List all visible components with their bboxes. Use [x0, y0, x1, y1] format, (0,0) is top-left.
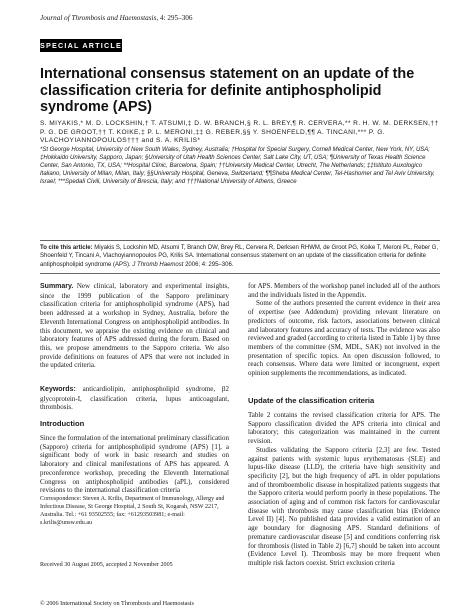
right-paragraph-2: Some of the authors presented the current evidence in their area of expertise (see Addendum) providing relevant literature on predictors of outcome, risk factors, associations between clinical and laboratory features and accuracy of tests. The evidence was also reviewed and graded (according to criteria listed in Table 1) by three members of the committee (SM, MDL, SAK) not involved in the presentation of specific topics. An open discussion followed, to reach consensus. Where data were limited or incongruent, expert opinion supplements the recommendations, as indicated. — [248, 299, 440, 378]
introduction-heading: Introduction — [40, 419, 85, 428]
journal-name: Journal of Thrombosis and Haemostasis — [40, 14, 157, 22]
keywords-text: anticardiolipin, antiphospholipid syndrome, β2 glycoprotein-I, classification criteria, lupus anticoagulant, thrombosis. — [40, 385, 229, 412]
right-column-upper — [248, 282, 440, 378]
citation-label: To cite this article: — [40, 245, 93, 251]
citation-text: Miyakis S, Lockshin MD, Atsumi T, Branch DW, Brey RL, Cervera R, Derksen RHWM, de Groot PG, Koike T, Meroni PL, Reber G, Shoenfeld Y, Tincani A, Vlachoyiannopoulos PG, Krilis SA. International consensus statement on an update of the classification criteria for definite antiphospholipid syndrome (APS). — [40, 245, 439, 268]
author-list: S. MIYAKIS,* M. D. LOCKSHIN,† T. ATSUMI,‡ D. W. BRANCH,§ R. L. BREY,¶ R. CERVERA,** R. H. W. M. DERKSEN,†† P. G. DE GROOT,†† T. KOIKE,‡ P. L. MERONI,‡‡ G. REBER,§§ Y. SHOENFELD,¶¶ A. TINCANI,*** P. G. VLACHOYIANNOPOULOS††† and S. A. KRILIS* — [40, 120, 439, 145]
right-paragraph-1: for APS. Members of the workshop panel included all of the authors and the individuals listed in the Appendix. — [248, 282, 440, 299]
keywords-label: Keywords: — [40, 386, 76, 393]
introduction-paragraph: Since the formulation of the international preliminary classification (Sapporo) criteria for antiphospholipid syndrome (APS) [1], a significant body of work in basic research and studies on laboratory and clinical manifestations of APS has appeared. A preconference workshop, preceding the Eleventh International Congress on antiphospholipid antibodies (aPL), considered revisions to the international classification criteria — [40, 434, 229, 495]
volume-pages: , 4: 295–306 — [156, 14, 193, 22]
section-label: SPECIAL ARTICLE — [40, 41, 122, 50]
citation-block — [40, 244, 440, 269]
introduction-text — [40, 434, 229, 495]
divider-top — [40, 240, 440, 241]
copyright: © 2006 International Society on Thrombosis and Haemostasis — [40, 600, 194, 607]
citation-journal: J Thromb Haemost — [132, 261, 184, 268]
summary-block — [40, 282, 229, 370]
update-criteria-heading: Update of the classification criteria — [248, 396, 375, 405]
right-column-lower — [248, 411, 440, 568]
summary-label: Summary. — [40, 283, 74, 290]
summary-text: New clinical, laboratory and experimental insights, since the 1999 publication of the Sapporo preliminary classification criteria for antiphospholipid syndrome (APS), had been addressed at a workshop in Sydney, Australia, before the Eleventh International Congress on antiphospholipid antibodies. In this document, we appraise the existing evidence on clinical and laboratory features of APS addressed during the forum. Based on this, we propose amendments to the Sapporo criteria. We also provide definitions on features of APS that were not included in the updated criteria. — [40, 282, 229, 370]
keywords-block — [40, 385, 229, 412]
citation-year-pages: 2006; 4: 295–306. — [183, 261, 234, 268]
received-dates: Received 30 August 2005, accepted 2 November 2005 — [40, 562, 173, 568]
running-header — [40, 14, 192, 22]
affiliations: *St George Hospital, University of New South Wales, Sydney, Australia; †Hospital for Special Surgery, Cornell Medical Center, New York, NY, USA; ‡Hokkaido University, Sapporo, Japan; §University of Utah Health Sciences Center, Salt Lake City, UT, USA; ¶University of Texas Health Science Center, San Antonio, TX, USA; **Hospital Clinic, Barcelona, Spain; ††University Medical Center, Utrecht, The Netherlands; ‡‡Istituto Auxologico Italiano, University of Milan, Milan, Italy; §§University Hospital, Geneva, Switzerland; ¶¶Sheba Medical Center, Tel-Hashomer and Tel Aviv University, Israel; ***Spedali Civili, University of Brescia, Italy; and †††National University of Athens, Greece — [40, 147, 435, 185]
right-paragraph-3: Table 2 contains the revised classification criteria for APS. The Sapporo classification divided the APS criteria into clinical and laboratory; this categorization was maintained in the current revision. — [248, 411, 440, 446]
right-paragraph-4: Studies validating the Sapporo criteria [2,3] are few. Tested against patients with systemic lupus erythematosus (SLE) and lupus-like disease (LLD), the criteria have high sensitivity and specificity [2], but the high frequency of aPL in older populations and of thromboembolic disease in hospitalized patients suggests that the Sapporo criteria would perform poorly in these populations. The association of aging and of common risk factors for cardiovascular disease with thrombosis may cause classification bias (Evidence Level II) [4]. No published data provides a valid estimation of an age boundary for diagnosing APS. Standard definitions of premature cardiovascular disease [5] and conditions conferring risk for thrombosis (listed in Table 2) [6,7] should be taken into account (Evidence Level I). Thrombosis may be more frequent when multiple risk factors coexist. Strict exclusion criteria — [248, 445, 440, 567]
correspondence: Correspondence: Steven A. Krilis, Department of Immunology, Allergy and Infectious Disease, St George Hospital, 2 South St, Kogarah, NSW 2217, Australia. Tel.: +61 93502555; fax: +61293503981; e-mail: s.krilis@unsw.edu.au — [40, 496, 225, 526]
article-title: International consensus statement on an update of the classification criteria for definite antiphospholipid syndrome (APS) — [40, 66, 415, 115]
divider-bottom — [40, 273, 440, 274]
